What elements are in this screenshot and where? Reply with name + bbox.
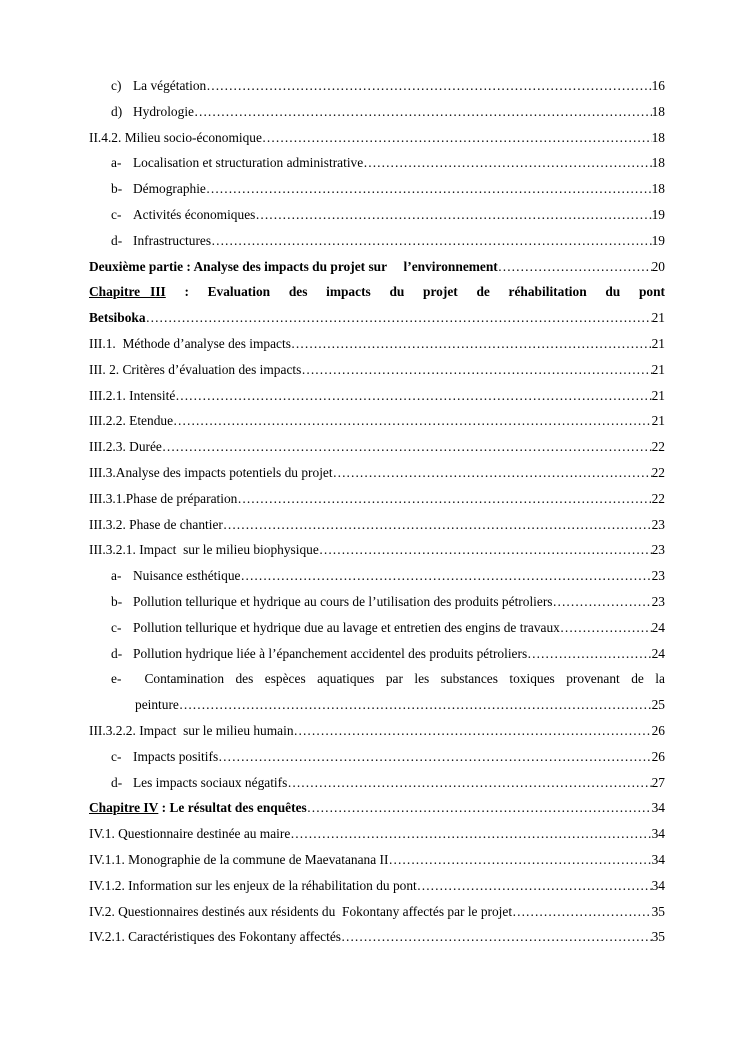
toc-entry <box>89 125 665 151</box>
toc-entry <box>89 305 665 331</box>
page-number: 35 <box>651 903 665 919</box>
toc-entry <box>89 899 665 925</box>
toc-entry <box>89 73 665 99</box>
heading-word: pont <box>638 284 665 300</box>
dot-leader <box>417 873 652 899</box>
toc-entry <box>89 331 665 357</box>
entry-word: toxiques <box>509 671 555 687</box>
dot-leader <box>553 589 652 615</box>
entry-text: Les impacts sociaux négatifs <box>133 774 288 790</box>
dot-leader <box>175 383 651 409</box>
entry-text: II.4.2. Milieu socio-économique <box>89 129 262 145</box>
page-number: 19 <box>651 206 665 222</box>
dot-leader <box>363 150 651 176</box>
chapter-label: Chapitre IV <box>89 800 159 816</box>
page-number: 34 <box>651 826 665 842</box>
entry-text: III.3.Analyse des impacts potentiels du projet <box>89 464 333 480</box>
dot-leader <box>162 434 652 460</box>
dot-leader <box>301 357 651 383</box>
dot-leader <box>206 73 651 99</box>
page-number: 19 <box>651 232 665 248</box>
entry-word: les <box>414 671 430 687</box>
page-number: 23 <box>651 542 665 558</box>
page-number: 18 <box>651 181 665 197</box>
dot-leader <box>223 512 652 538</box>
entry-text: Deuxième partie : Analyse des impacts du projet sur l’environnement <box>89 258 498 274</box>
heading-word: réhabilitation <box>508 284 587 300</box>
heading-word: de <box>476 284 490 300</box>
toc-entry <box>89 744 665 770</box>
entry-text: III.3.1.Phase de préparation <box>89 490 238 506</box>
page-number: 22 <box>651 439 665 455</box>
dot-leader <box>179 692 652 718</box>
entry-label: b- <box>111 181 123 197</box>
heading-word: du <box>605 284 621 300</box>
page-number: 25 <box>651 697 665 713</box>
toc-entry <box>89 383 665 409</box>
entry-text: Pollution tellurique et hydrique due au lavage et entretien des engins de travaux <box>133 619 560 635</box>
entry-text: : Le résultat des enquêtes <box>158 800 307 816</box>
entry-word: par <box>385 671 403 687</box>
entry-label: a- <box>111 155 122 171</box>
page-number: 16 <box>651 78 665 93</box>
toc-entry <box>89 512 665 538</box>
toc-entry <box>89 408 665 434</box>
entry-text: III.3.2.2. Impact sur le milieu humain <box>89 722 294 738</box>
page-number: 35 <box>651 929 665 945</box>
entry-word: aquatiques <box>317 671 375 687</box>
entry-label: d- <box>111 645 123 661</box>
heading-word: du <box>389 284 405 300</box>
entry-text: Hydrologie <box>133 103 194 119</box>
entry-text: III.2.1. Intensité <box>89 387 176 403</box>
entry-text: Activités économiques <box>133 206 256 222</box>
dot-leader <box>255 202 651 228</box>
entry-text: IV.1.1. Monographie de la commune de Maevatanana II <box>89 851 389 867</box>
entry-text: IV.2.1. Caractéristiques des Fokontany affectés <box>89 929 342 945</box>
dot-leader <box>294 718 652 744</box>
dot-leader <box>240 563 651 589</box>
page-number: 20 <box>651 258 665 274</box>
toc-entry <box>89 589 665 615</box>
page-number: 23 <box>651 516 665 532</box>
dot-leader <box>388 847 651 873</box>
entry-label: c- <box>111 619 122 635</box>
dot-leader <box>211 228 652 254</box>
toc-entry <box>89 460 665 486</box>
entry-label: c- <box>111 206 122 222</box>
toc-entry <box>89 770 665 796</box>
toc-entry <box>89 99 665 125</box>
toc-entry <box>89 228 665 254</box>
dot-leader <box>560 615 652 641</box>
toc-entry <box>89 821 665 847</box>
toc-chapter-heading <box>89 279 665 305</box>
toc-entry <box>89 563 665 589</box>
page-number: 26 <box>651 722 665 738</box>
dot-leader <box>290 821 651 847</box>
toc-entry <box>89 357 665 383</box>
entry-text: Démographie <box>133 181 206 197</box>
dot-leader <box>237 486 651 512</box>
entry-word: des <box>235 671 254 687</box>
dot-leader <box>319 537 652 563</box>
dot-leader <box>341 924 652 950</box>
entry-label: d- <box>111 774 123 790</box>
entry-text: Infrastructures <box>133 232 212 248</box>
toc-entry <box>89 434 665 460</box>
toc-entry <box>89 924 665 950</box>
toc-entry <box>89 718 665 744</box>
entry-text: III.2.2. Etendue <box>89 413 174 429</box>
toc-entry <box>89 615 665 641</box>
entry-label: d) <box>111 103 123 119</box>
table-of-contents <box>89 73 665 950</box>
page-number: 22 <box>651 490 665 506</box>
dot-leader <box>287 770 651 796</box>
entry-text: III. 2. Critères d’évaluation des impacts <box>89 361 302 377</box>
page-number: 23 <box>651 593 665 609</box>
entry-label: c- <box>111 748 122 764</box>
heading-word: des <box>288 284 308 300</box>
page-number: 27 <box>651 774 665 790</box>
toc-entry <box>89 847 665 873</box>
toc-entry <box>89 202 665 228</box>
page-number: 22 <box>651 464 665 480</box>
page-number: 21 <box>651 413 665 429</box>
toc-entry-justified <box>89 666 665 692</box>
toc-entry <box>89 537 665 563</box>
entry-word: substances <box>440 671 498 687</box>
dot-leader <box>291 331 652 357</box>
toc-entry <box>89 486 665 512</box>
entry-text: III.2.3. Durée <box>89 439 162 455</box>
entry-text: Nuisance esthétique <box>133 568 241 584</box>
page-number: 18 <box>651 155 665 171</box>
dot-leader <box>498 254 652 280</box>
toc-entry <box>89 641 665 667</box>
page-number: 21 <box>651 335 665 351</box>
dot-leader <box>218 744 651 770</box>
toc-entry <box>89 150 665 176</box>
page-number: 21 <box>651 361 665 377</box>
entry-text: Betsiboka <box>89 310 146 326</box>
entry-word: Contamination <box>144 671 225 687</box>
dot-leader <box>173 408 652 434</box>
entry-label: e- <box>111 671 122 687</box>
chapter-label: Chapitre III <box>89 284 166 300</box>
toc-entry <box>89 692 665 718</box>
entry-text: Impacts positifs <box>133 748 219 764</box>
entry-text: Localisation et structuration administrative <box>133 155 364 171</box>
dot-leader <box>307 795 652 821</box>
entry-text: III.1. Méthode d’analyse des impacts <box>89 335 291 351</box>
page-number: 21 <box>651 387 665 403</box>
heading-word: Evaluation <box>207 284 271 300</box>
toc-entry <box>89 176 665 202</box>
dot-leader <box>527 641 651 667</box>
entry-word: de <box>631 671 644 687</box>
toc-entry <box>89 873 665 899</box>
heading-word: impacts <box>326 284 371 300</box>
entry-text: IV.1. Questionnaire destinée au maire <box>89 826 291 842</box>
entry-label: a- <box>111 568 122 584</box>
page-number: 18 <box>651 103 665 119</box>
entry-text: Pollution tellurique et hydrique au cours de l’utilisation des produits pétroliers <box>133 593 553 609</box>
entry-text: III.3.2. Phase de chantier <box>89 516 223 532</box>
entry-label: c) <box>111 78 122 93</box>
dot-leader <box>146 305 652 331</box>
entry-text: IV.2. Questionnaires destinés aux résidents du Fokontany affectés par le projet <box>89 903 513 919</box>
entry-text: IV.1.2. Information sur les enjeux de la réhabilitation du pont <box>89 877 417 893</box>
page-number: 23 <box>651 568 665 584</box>
entry-label: b- <box>111 593 123 609</box>
entry-text: peinture <box>135 697 179 713</box>
entry-word: la <box>655 671 665 687</box>
entry-text: La végétation <box>133 78 207 93</box>
dot-leader <box>512 899 652 925</box>
toc-part-heading <box>89 254 665 280</box>
heading-word: projet <box>423 284 458 300</box>
entry-text: III.3.2.1. Impact sur le milieu biophysique <box>89 542 319 558</box>
entry-text: Pollution hydrique liée à l’épanchement accidentel des produits pétroliers <box>133 645 528 661</box>
page-number: 34 <box>651 800 665 816</box>
page-number: 26 <box>651 748 665 764</box>
dot-leader <box>333 460 652 486</box>
page-number: 24 <box>651 645 665 661</box>
dot-leader <box>206 176 652 202</box>
dot-leader <box>262 125 652 151</box>
toc-chapter-heading <box>89 795 665 821</box>
heading-word: : <box>184 284 189 300</box>
page-number: 24 <box>651 619 665 635</box>
page-number: 18 <box>651 129 665 145</box>
page-number: 34 <box>651 877 665 893</box>
page-number: 34 <box>651 851 665 867</box>
entry-word: espèces <box>264 671 306 687</box>
entry-word: provenant <box>566 671 620 687</box>
page-number: 21 <box>651 310 665 326</box>
dot-leader <box>194 99 652 125</box>
entry-label: d- <box>111 232 123 248</box>
